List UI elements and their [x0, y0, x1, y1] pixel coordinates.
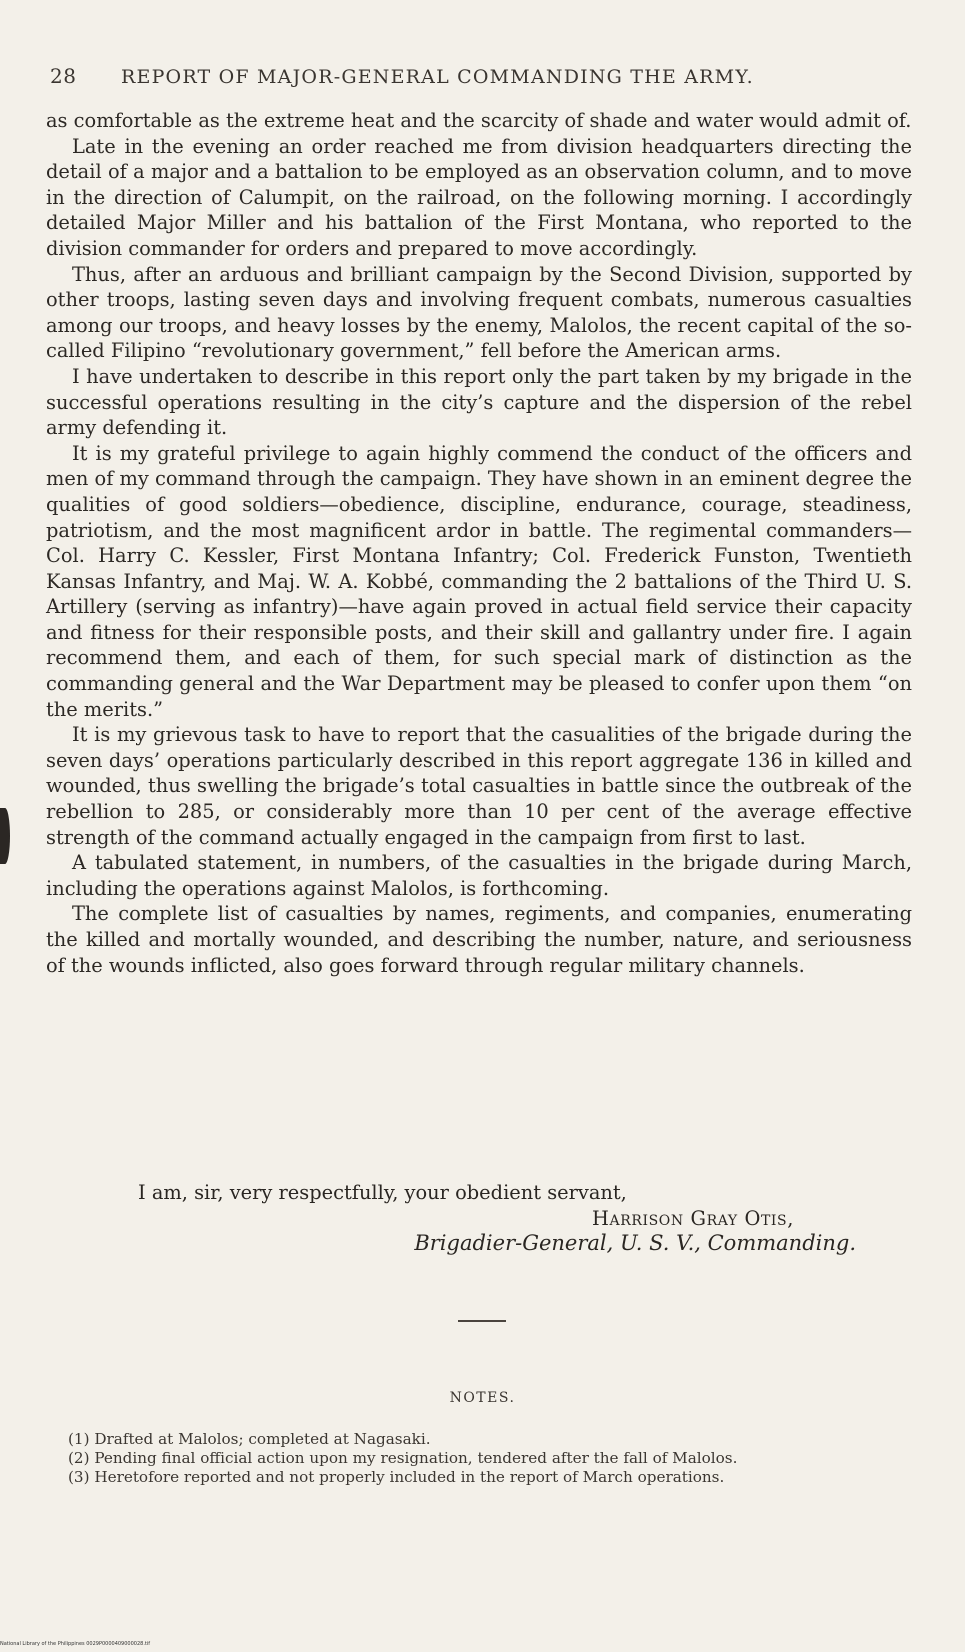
- paragraph: The complete list of casualties by names, regiments, and companies, enumerating the killed and mortally wounded, and describing the number, nature, and seriousness of the wounds inflicted, also goes forward through regular military channels.: [46, 902, 912, 977]
- note-item: (2) Pending final official action upon my resignation, tendered after the fall of Malolos.: [68, 1449, 738, 1467]
- notes-list: [46, 1430, 912, 1487]
- page-number: 28: [50, 64, 77, 88]
- notes-heading: NOTES.: [449, 1390, 516, 1406]
- note-item: (1) Drafted at Malolos; completed at Nagasaki.: [68, 1430, 431, 1448]
- paragraph: Thus, after an arduous and brilliant campaign by the Second Division, supported by other troops, lasting seven days and involving frequent combats, numerous casualties among our troops, and heavy losses by the enemy, Malolos, the recent capital of the so-called Filipino “revolutionary government,” fell before the American arms.: [46, 262, 912, 363]
- scan-edge-mark: [0, 808, 10, 864]
- report-body: [46, 108, 912, 978]
- paragraph: I have undertaken to describe in this report only the part taken by my brigade in the successful operations resulting in the city’s capture and the dispersion of the rebel army defending it.: [46, 364, 912, 440]
- section-divider: [458, 1320, 506, 1322]
- running-title: REPORT OF MAJOR-GENERAL COMMANDING THE ARMY.: [121, 66, 754, 88]
- scan-footer-label: National Library of the Philippines 0029P0000409000028.tif: [0, 1641, 151, 1647]
- paragraph: It is my grievous task to have to report that the casualities of the brigade during the seven days’ operations particularly described in this report aggregate 136 in killed and wounded, thus swelling the brigade’s total casualties in battle since the outbreak of the rebellion to 285, or considerably more than 10 per cent of the average effective strength of the command actually engaged in the campaign from first to last.: [46, 723, 912, 849]
- signer-rank: Brigadier-General, U. S. V., Commanding.: [414, 1231, 856, 1256]
- note-item: (3) Heretofore reported and not properly included in the report of March operations.: [68, 1468, 725, 1486]
- paragraph: A tabulated statement, in numbers, of the casualties in the brigade during March, including the operations against Malolos, is forthcoming.: [46, 851, 912, 900]
- paragraph: Late in the evening an order reached me from division headquarters directing the detail of a major and a battalion to be employed as an observation column, and to move in the direction of Calumpit, on the railroad, on the following morning. I accordingly detailed Major Miller and his battalion of the First Montana, who reported to the division commander for orders and prepared to move accordingly.: [46, 134, 912, 260]
- signer-name: Harrison Gray Otis,: [591, 1206, 794, 1230]
- closing-block: [46, 1180, 912, 1257]
- salutation: I am, sir, very respectfully, your obedient servant,: [138, 1181, 627, 1204]
- paragraph: as comfortable as the extreme heat and the scarcity of shade and water would admit of.: [46, 109, 912, 132]
- running-head: [50, 64, 910, 88]
- paragraph: It is my grateful privilege to again highly commend the conduct of the officers and men of my command through the campaign. They have shown in an eminent degree the qualities of good soldiers—obedience, discipline, endurance, courage, steadiness, patriotism, and the most magnificent ardor in battle. The regimental commanders—Col. Harry C. Kessler, First Montana Infantry; Col. Frederick Funston, Twentieth Kansas Infantry, and Maj. W. A. Kobbé, commanding the 2 battalions of the Third U. S. Artillery (serving as infantry)—have again proved in actual field service their capacity and fitness for their responsible posts, and their skill and gallantry under fire. I again recommend them, and each of them, for such special mark of distinction as the commanding general and the War Department may be pleased to confer upon them “on the merits.”: [46, 441, 912, 721]
